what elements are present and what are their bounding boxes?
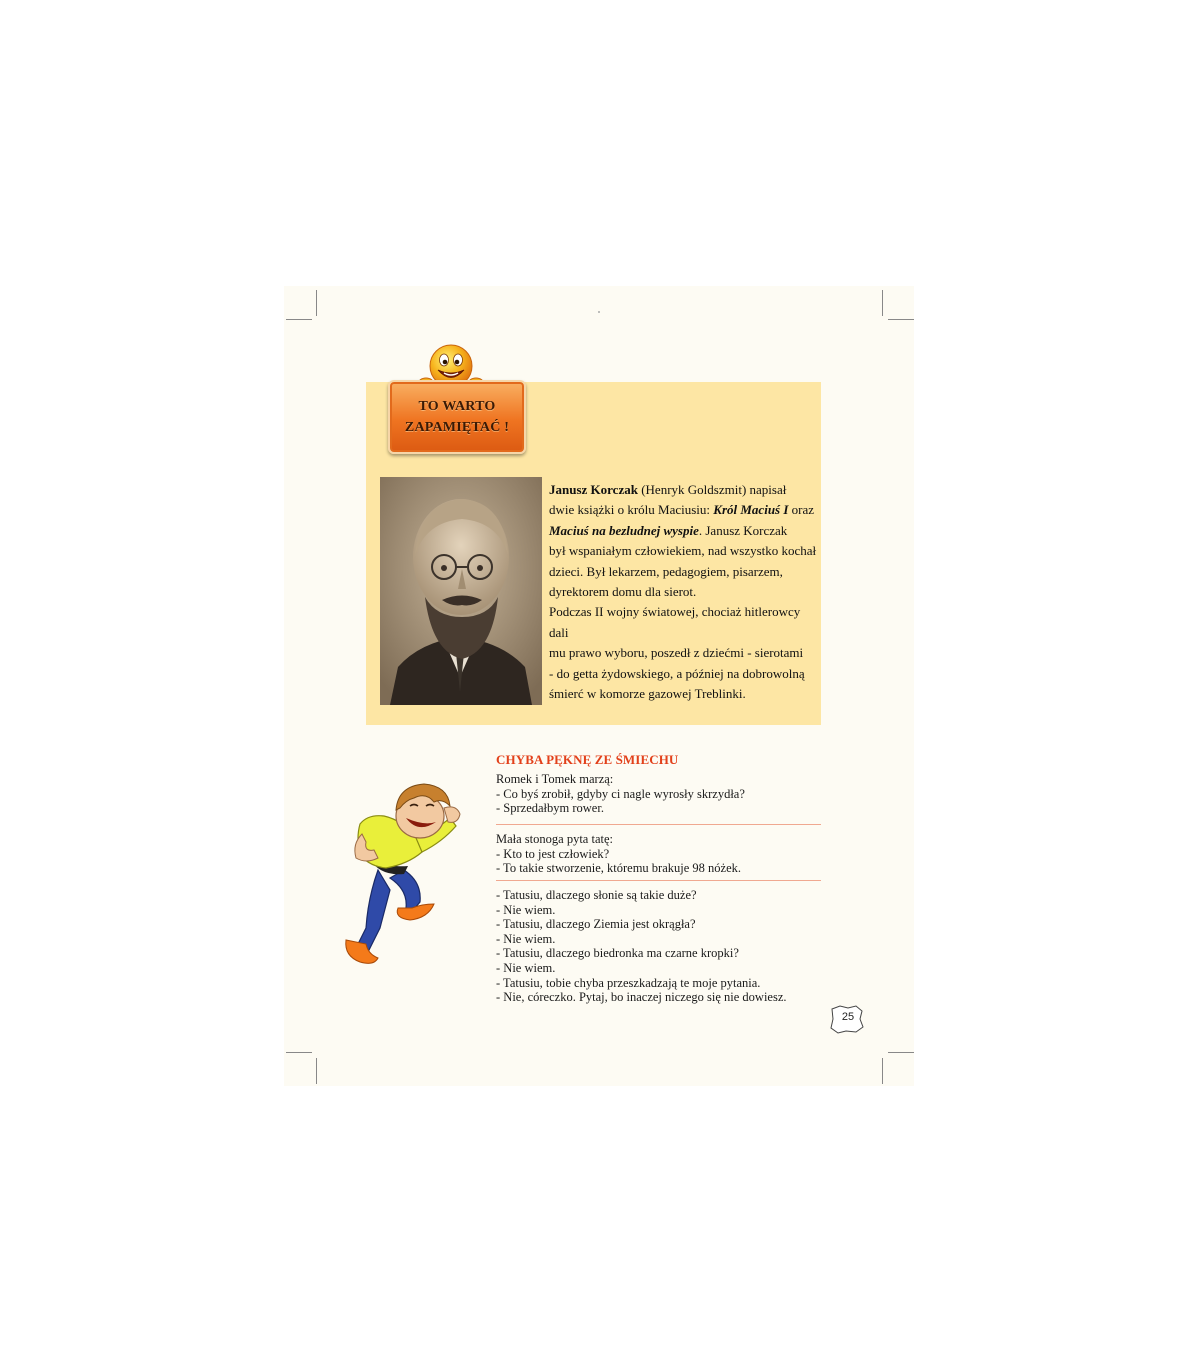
bio-line: był wspaniałym człowiekiem, nad wszystko kochał bbox=[549, 543, 817, 559]
bio-line: dzieci. Był lekarzem, pedagogiem, pisarzem, bbox=[549, 563, 783, 579]
crop-mark bbox=[882, 290, 883, 316]
remember-badge bbox=[388, 380, 526, 454]
joke-line: - Tatusiu, dlaczego Ziemia jest okrągła? bbox=[496, 917, 696, 932]
crop-mark bbox=[316, 290, 317, 316]
korczak-portrait bbox=[380, 477, 542, 705]
crop-mark bbox=[888, 1052, 914, 1053]
crop-mark bbox=[882, 1058, 883, 1084]
joke-line: - Nie, córeczko. Pytaj, bo inaczej niczego się nie dowiesz. bbox=[496, 990, 787, 1005]
joke-line: - Tatusiu, dlaczego słonie są takie duże? bbox=[496, 888, 697, 902]
bio-line bbox=[549, 480, 819, 500]
bio-line bbox=[549, 521, 819, 541]
joke-line: Romek i Tomek marzą: bbox=[496, 772, 614, 786]
jokes-title: CHYBA PĘKNĘ ZE ŚMIECHU bbox=[496, 752, 679, 767]
crop-mark bbox=[888, 319, 914, 320]
joke-line: - Nie wiem. bbox=[496, 931, 556, 946]
bio-line: mu prawo wyboru, poszedł z dziećmi - sierotami bbox=[549, 645, 804, 661]
joke-line: - Sprzedałbym rower. bbox=[496, 801, 604, 816]
bio-text: . Janusz Korczak bbox=[698, 522, 788, 538]
joke-line: - Kto to jest człowiek? bbox=[496, 846, 610, 861]
joke-line: - Nie wiem. bbox=[496, 902, 556, 917]
joke-item bbox=[496, 888, 787, 1005]
joke-divider bbox=[496, 880, 821, 881]
joke-line: Mała stonoga pyta tatę: bbox=[496, 832, 613, 846]
joke-line: - Tatusiu, tobie chyba przeszkadzają te moje pytania. bbox=[496, 975, 761, 990]
bio-line bbox=[549, 500, 819, 520]
korczak-bio bbox=[549, 480, 819, 704]
book-title: Maciuś na bezludnej wyspie bbox=[549, 522, 699, 538]
bio-text: (Henryk Goldszmit) napisał bbox=[637, 482, 787, 497]
bio-line: dyrektorem domu dla sierot. bbox=[549, 584, 697, 600]
joke-line: - Nie wiem. bbox=[496, 960, 556, 975]
book-title: Król Maciuś I bbox=[713, 502, 789, 518]
joke-line: - To takie stworzenie, któremu brakuje 98 nóżek. bbox=[496, 861, 741, 876]
crop-mark bbox=[286, 1052, 312, 1053]
joke-item bbox=[496, 832, 741, 876]
joke-line: - Tatusiu, dlaczego biedronka ma czarne kropki? bbox=[496, 946, 739, 961]
crop-mark bbox=[286, 319, 312, 320]
bio-line: Podczas II wojny światowej, chociaż hitlerowcy dali bbox=[549, 604, 801, 640]
bio-line: śmierć w komorze gazowej Treblinki. bbox=[549, 686, 746, 702]
page-number: 25 bbox=[841, 1011, 855, 1023]
badge-text: TO WARTO ZAPAMIĘTAĆ ! bbox=[404, 399, 510, 435]
crop-mark bbox=[316, 1058, 317, 1084]
joke-divider bbox=[496, 824, 821, 825]
laughing-boy-illustration bbox=[338, 778, 470, 970]
joke-item bbox=[496, 772, 745, 816]
joke-line: - Co byś zrobił, gdyby ci nagle wyrosły skrzydła? bbox=[496, 786, 745, 801]
bio-text: dwie książki o królu Maciusiu: bbox=[549, 502, 714, 518]
bio-line: - do getta żydowskiego, a później na dobrowolną bbox=[549, 665, 805, 681]
registration-dot bbox=[598, 311, 600, 313]
bio-name: Janusz Korczak bbox=[549, 482, 638, 497]
bio-text: oraz bbox=[788, 502, 815, 518]
